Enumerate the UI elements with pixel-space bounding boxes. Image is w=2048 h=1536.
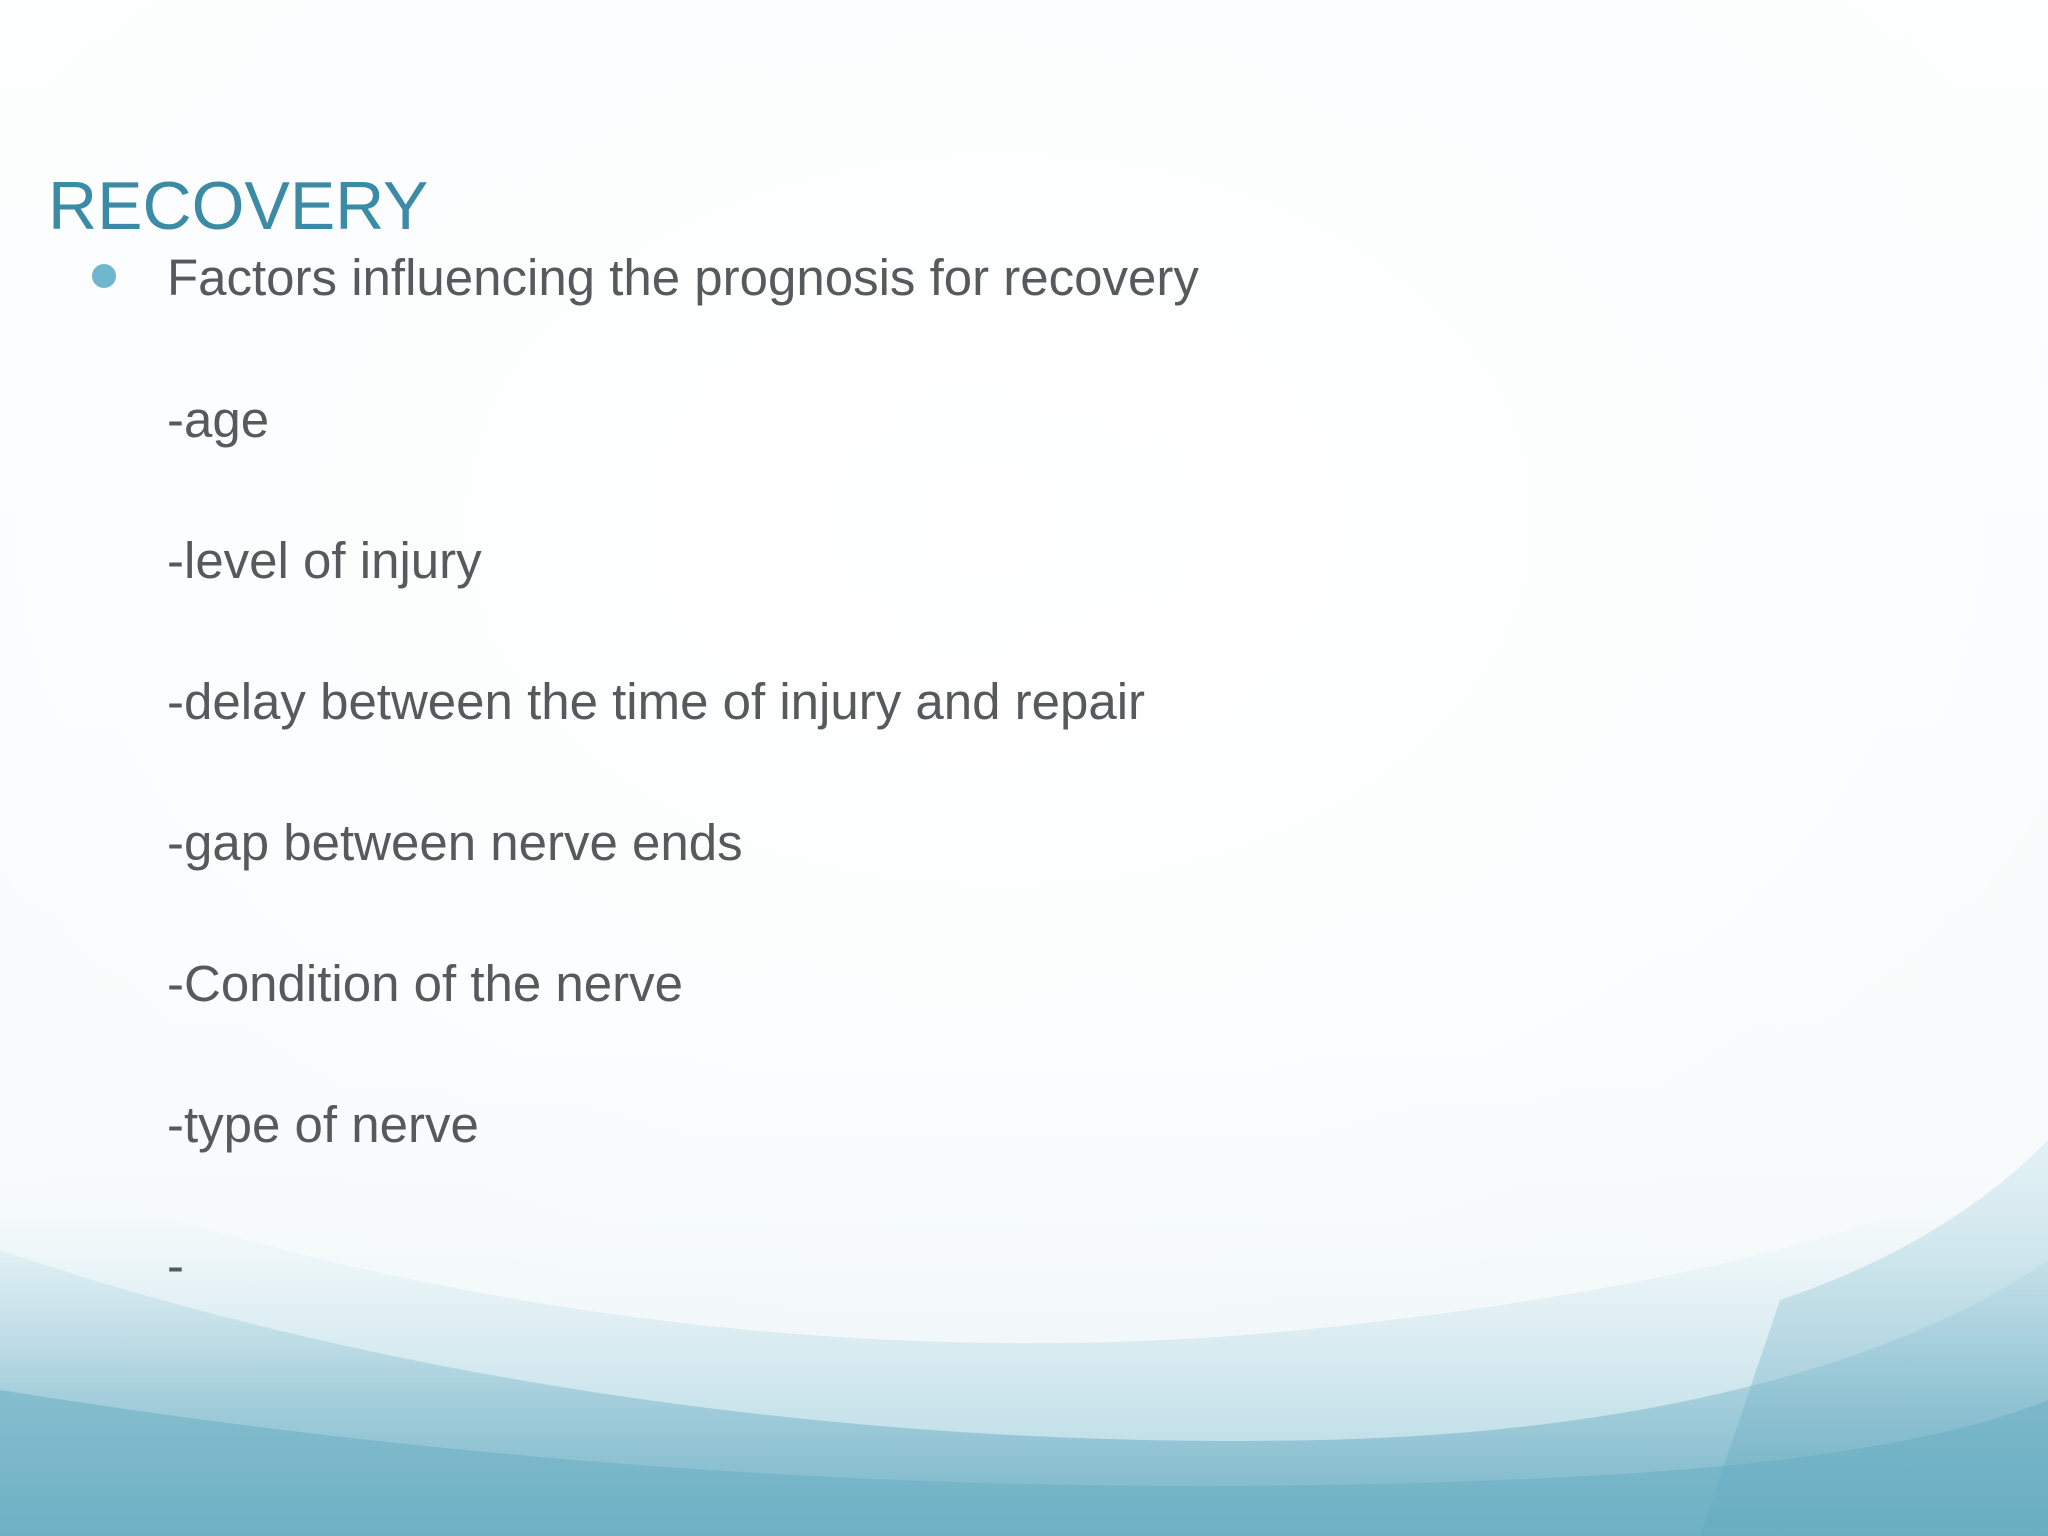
slide-title: RECOVERY (48, 168, 429, 244)
factor-item: -level of injury (167, 532, 482, 589)
factor-item: -age (167, 391, 270, 448)
factor-item: -Condition of the nerve (167, 955, 683, 1012)
factor-item: - (167, 1237, 184, 1294)
bullet-text: Factors influencing the prognosis for recovery (167, 249, 1199, 306)
factor-item: -delay between the time of injury and repair (167, 673, 1146, 730)
factor-list (167, 388, 1145, 1375)
factor-item: -gap between nerve ends (167, 814, 743, 871)
bullet-dot-icon (92, 264, 116, 288)
factor-item: -type of nerve (167, 1096, 479, 1153)
